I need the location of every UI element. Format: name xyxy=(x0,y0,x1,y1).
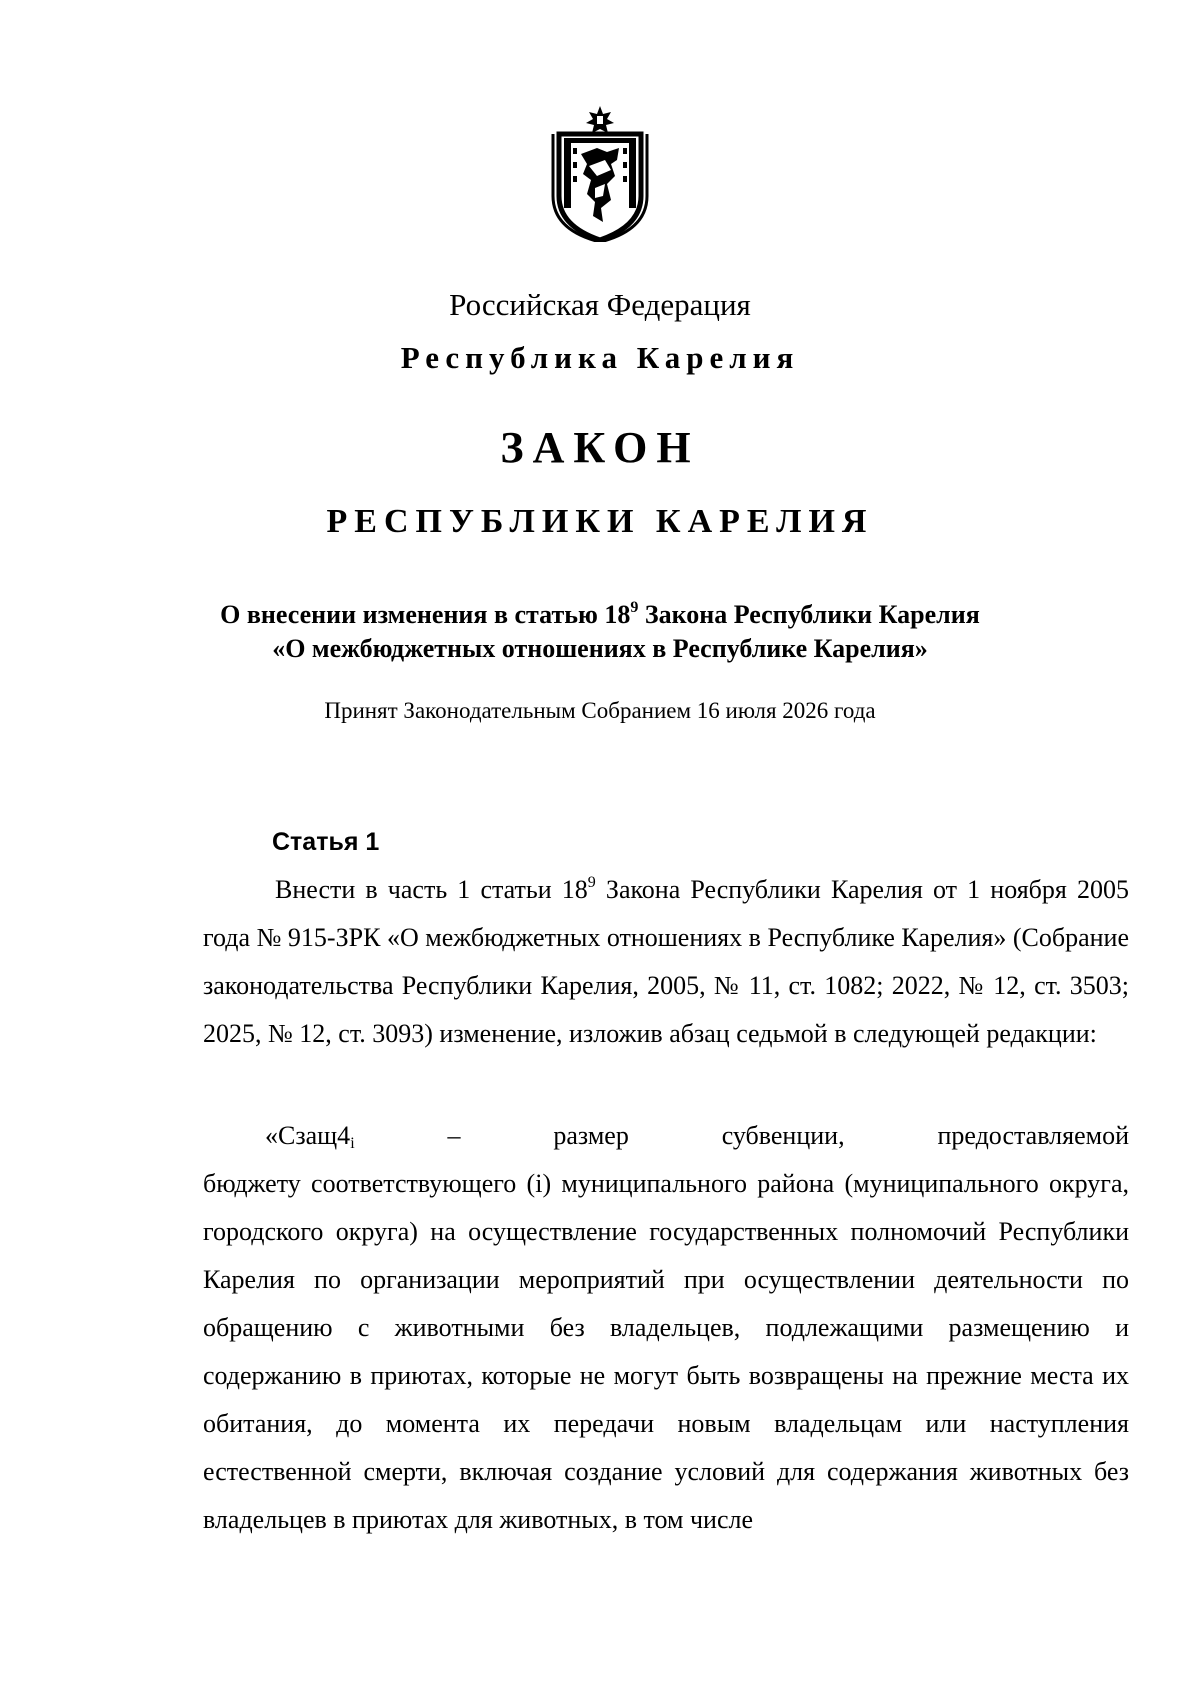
paragraph-2-first-line: «$Сзащ4_i$ – размер субвенции, предоставляемой бюджету xyxy=(203,1121,1129,1198)
adoption-note: Принят Законодательным Собранием 16 июля 2026 года xyxy=(324,698,876,723)
law-label: ЗАКОН xyxy=(500,423,700,472)
republic-name: Республика Карелия xyxy=(400,340,800,375)
karelia-coat-of-arms-icon xyxy=(545,104,655,242)
country-name: Российская Федерация xyxy=(449,287,751,322)
article-paragraph-2: «$Сзащ4_i$ – размер субвенции, предоставляемой бюджету соответствующего (i) муниципального района (муниципального округа, городского округа) на осуществление государственных полномочий Республики Карелия по организации мероприятий при осуществлении деятельности по обращению с животными без владельцев, подлежащими размещению и содержанию в приютах, которые не могут быть возвращены на прежние места их обитания, до момента их передачи новым владельцам или наступления естественной смерти, включая создание условий для содержания животных без владельцев в приютах для животных, в том числе xyxy=(203,1121,1129,1534)
article-heading: Статья 1 xyxy=(272,828,380,856)
document-title-line-1: О внесении изменения в статью $18^9$ Закона Республики Карелия xyxy=(220,599,980,629)
law-issuer: РЕСПУБЛИКИ КАРЕЛИЯ xyxy=(326,503,874,540)
document-title-line-2: «О межбюджетных отношениях в Республике Карелия» xyxy=(272,634,928,663)
article-paragraph-1: Внести в часть 1 статьи $18^9$ Закона Республики Карелия от 1 ноября 2005 года № 915-ЗРК «О межбюджетных отношениях в Республике Карелия» (Собрание законодательства Республики Карелия, 2005, № 11, ст. 1082; 2022, № 12, ст. 3503; 2025, № 12, ст. 3093) изменение, изложив абзац седьмой в следующей редакции: xyxy=(203,874,1129,1048)
